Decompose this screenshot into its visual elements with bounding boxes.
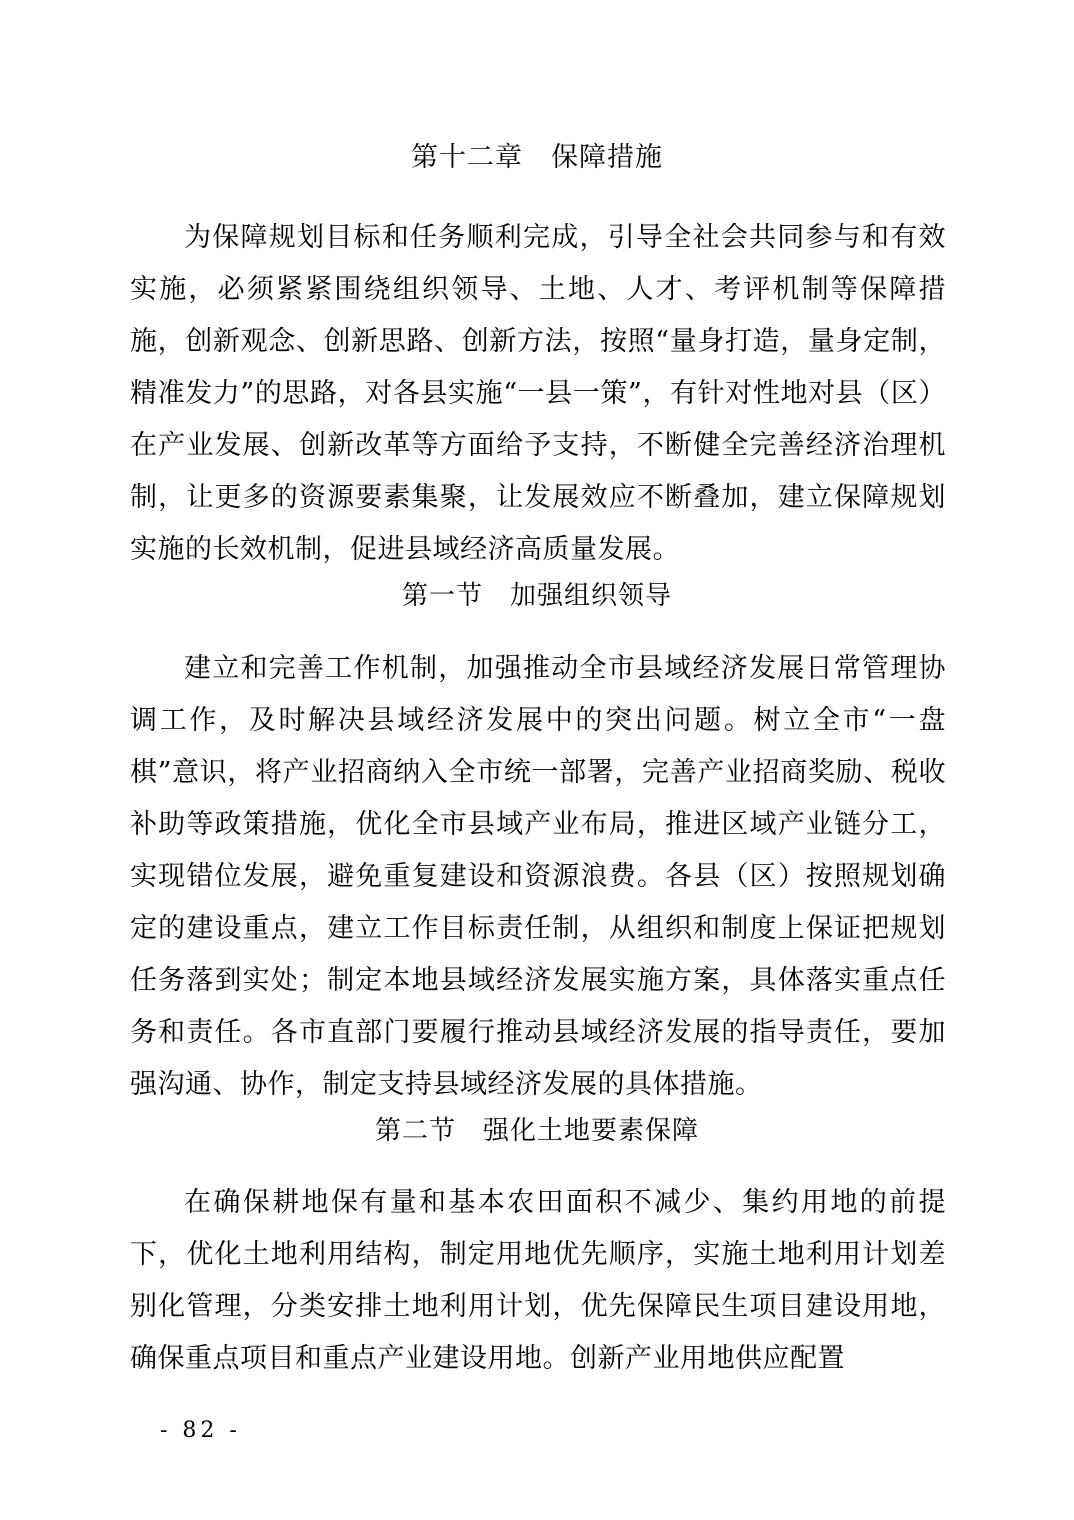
chapter-intro-paragraph: 为保障规划目标和任务顺利完成，引导全社会共同参与和有效实施，必须紧紧围绕组织领导、土地、人才、考评机制等保障措施，创新观念、创新思路、创新方法，按照“量身打造，量身定制，精准发力”的思路，对各县实施“一县一策”，有针对性地对县（区）在产业发展、创新改革等方面给予支持，不断健全完善经济治理机制，让更多的资源要素集聚，让发展效应不断叠加，建立保障规划实施的长效机制，促进县域经济高质量发展。: [130, 222, 946, 565]
section-2-paragraph: 在确保耕地保有量和基本农田面积不减少、集约用地的前提下，优化土地利用结构，制定用地优先顺序，实施土地利用计划差别化管理，分类安排土地利用计划，优先保障民生项目建设用地，确保重点项目和重点产业建设用地。创新产业用地供应配置: [130, 1187, 946, 1374]
section-title-2: 第二节 强化土地要素保障: [374, 1116, 699, 1146]
chapter-title: 第十二章 保障措施: [411, 142, 663, 173]
section-1-paragraph: 建立和完善工作机制，加强推动全市县域经济发展日常管理协调工作，及时解决县域经济发展中的突出问题。树立全市“一盘棋”意识，将产业招商纳入全市统一部署，完善产业招商奖励、税收补助等政策措施，优化全市县域产业布局，推进区域产业链分工，实现错位发展，避免重复建设和资源浪费。各县（区）按照规划确定的建设重点，建立工作目标责任制，从组织和制度上保证把规划任务落到实处；制定本地县域经济发展实施方案，具体落实重点任务和责任。各市直部门要履行推动县域经济发展的指导责任，要加强沟通、协作，制定支持县域经济发展的具体措施。: [130, 653, 946, 1100]
section-title-1: 第一节 加强组织领导: [401, 581, 672, 611]
page-number: - 82 -: [160, 1418, 241, 1443]
